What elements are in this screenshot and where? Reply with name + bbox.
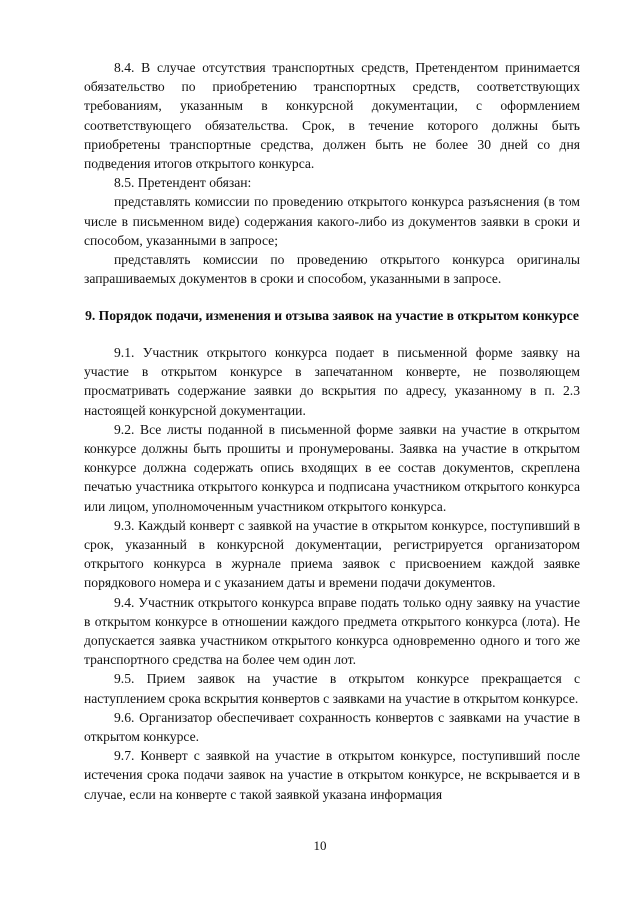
paragraph-8-4: 8.4. В случае отсутствия транспортных средств, Претендентом принимается обязательство по приобретению транспортных средств, соответствующих требованиям, указанным в конкурсной документации, с оформлением соответствующего обязательства. Срок, в течение которого должны быть приобретены транспортные средства, должен быть не более 30 дней со дня подведения итогов открытого конкурса. xyxy=(84,60,580,172)
paragraph-8-5-item-1: представлять комиссии по проведению открытого конкурса разъяснения (в том числе в письменном виде) содержания какого-либо из документов заявки в сроки и способом, указанными в запросе; xyxy=(84,194,580,248)
page-number: 10 xyxy=(313,838,327,853)
paragraph-9-6: 9.6. Организатор обеспечивает сохранность конвертов с заявками на участие в открытом конкурсе. xyxy=(84,709,580,744)
section-9-heading: 9. Порядок подачи, изменения и отзыва заявок на участие в открытом конкурсе xyxy=(85,308,579,324)
paragraph-9-4: 9.4. Участник открытого конкурса вправе подать только одну заявку на участие в открытом конкурсе в отношении каждого предмета открытого конкурса (лота). Не допускается заявка участником открытого конкурса одновременно одного и того же транспортного средства на более чем один лот. xyxy=(84,594,580,668)
paragraph-8-5-item-2: представлять комиссии по проведению открытого конкурса оригиналы запрашиваемых документов в сроки и способом, указанными в запросе. xyxy=(84,252,580,287)
page-body xyxy=(84,58,580,804)
paragraph-9-7: 9.7. Конверт с заявкой на участие в открытом конкурсе, поступивший после истечения срока подачи заявок на участие в открытом конкурсе, не вскрывается и в случае, если на конверте с такой заявкой указана информация xyxy=(84,748,580,802)
paragraph-9-1: 9.1. Участник открытого конкурса подает в письменной форме заявку на участие в открытом конкурсе в запечатанном конверте, не позволяющем просматривать содержание заявки до вскрытия по адресу, указанному в п. 2.3 настоящей конкурсной документации. xyxy=(84,344,580,418)
paragraph-9-2: 9.2. Все листы поданной в письменной форме заявки на участие в открытом конкурсе должны быть прошиты и пронумерованы. Заявка на участие в открытом конкурсе должна содержать опись входящих в ее состав документов, скреплена печатью участника открытого конкурса и подписана участником открытого конкурса или лицом, уполномоченным участником открытого конкурса. xyxy=(84,421,580,514)
paragraph-9-3: 9.3. Каждый конверт с заявкой на участие в открытом конкурсе, поступивший в срок, указанный в конкурсной документации, регистрируется организатором открытого конкурса в журнале приема заявок с присвоением каждой заявке порядкового номера и с указанием даты и времени подачи документов. xyxy=(84,517,580,591)
paragraph-8-5: 8.5. Претендент обязан: xyxy=(114,175,252,191)
paragraph-9-5: 9.5. Прием заявок на участие в открытом конкурсе прекращается с наступлением срока вскрытия конвертов с заявками на участие в открытом конкурсе. xyxy=(84,671,580,706)
